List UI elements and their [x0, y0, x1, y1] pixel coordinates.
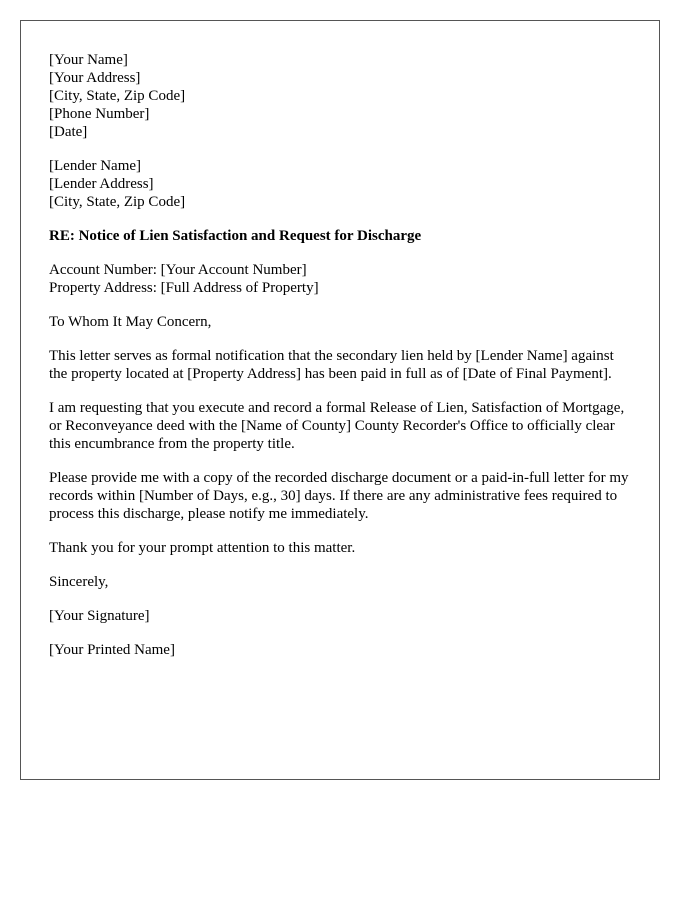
sender-address: [Your Address] [49, 70, 141, 86]
sender-block [49, 51, 631, 141]
body-paragraph-1: This letter serves as formal notification that the secondary lien held by [Lender Name] against the property located at [Property Address] has been paid in full as of [Date of Final Payment]. [49, 348, 614, 382]
sender-date: [Date] [49, 124, 88, 140]
recipient-address: [Lender Address] [49, 176, 154, 192]
sender-name: [Your Name] [49, 52, 128, 68]
sender-city-state-zip: [City, State, Zip Code] [49, 88, 186, 104]
letter-page [20, 20, 660, 780]
body-paragraph-4: Thank you for your prompt attention to this matter. [49, 540, 356, 556]
body-paragraph-2: I am requesting that you execute and record a formal Release of Lien, Satisfaction of Mortgage, or Reconveyance deed with the [Name of County] County Recorder's Office to officially clear this encumbrance from the property title. [49, 400, 625, 452]
recipient-block [49, 157, 631, 211]
subject-line: RE: Notice of Lien Satisfaction and Request for Discharge [49, 228, 422, 244]
sender-phone: [Phone Number] [49, 106, 150, 122]
signature-placeholder: [Your Signature] [49, 608, 150, 624]
body-paragraph-3: Please provide me with a copy of the recorded discharge document or a paid-in-full letter for my records within [Number of Days, e.g., 30] days. If there are any administrative fees required to process this discharge, please notify me immediately. [49, 470, 629, 522]
printed-name-placeholder: [Your Printed Name] [49, 642, 175, 658]
recipient-city-state-zip: [City, State, Zip Code] [49, 194, 186, 210]
property-address: Property Address: [Full Address of Property] [49, 280, 319, 296]
sign-off: Sincerely, [49, 574, 109, 590]
recipient-name: [Lender Name] [49, 158, 142, 174]
salutation: To Whom It May Concern, [49, 314, 212, 330]
account-block [49, 261, 631, 297]
letter-body [49, 51, 631, 659]
account-number: Account Number: [Your Account Number] [49, 262, 307, 278]
